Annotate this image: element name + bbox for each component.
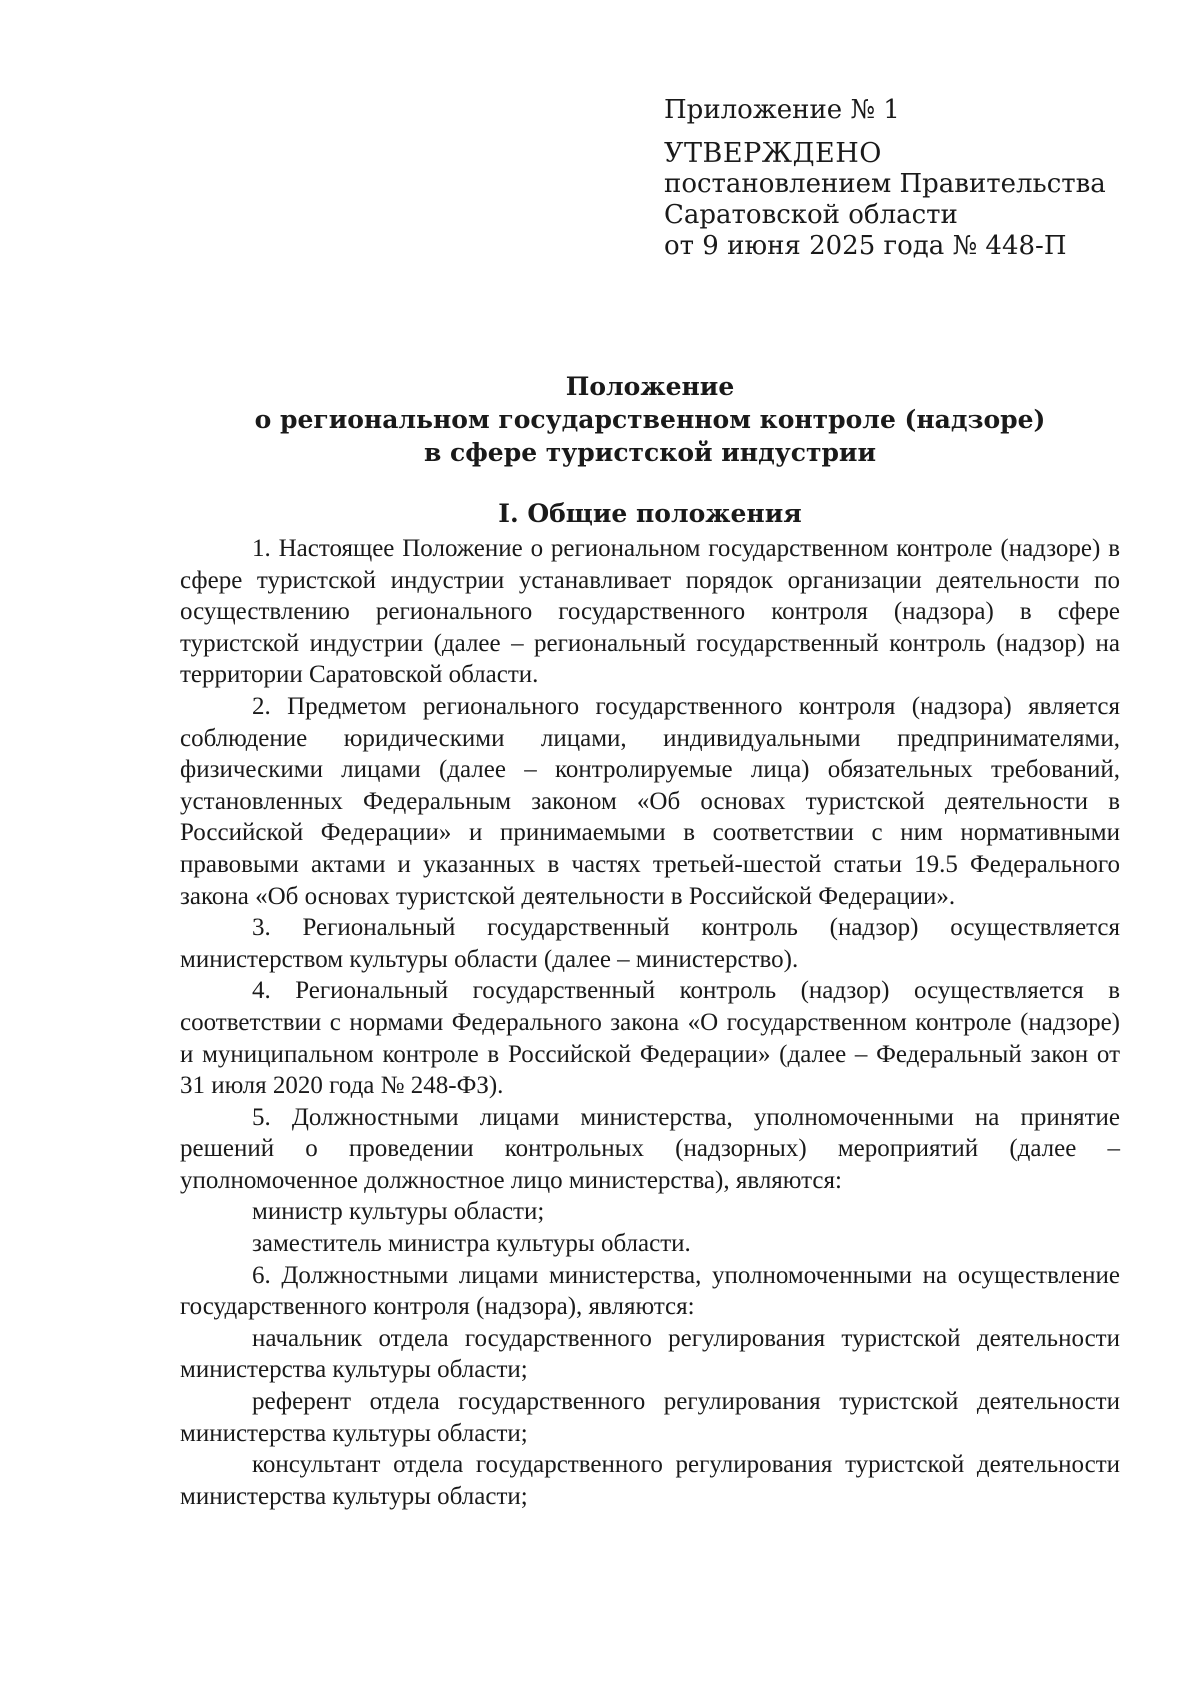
list-item-referent: референт отдела государственного регулирования туристской деятельности министерства культуры области; [180,1388,1120,1447]
document-title [180,370,1120,469]
paragraph-6: 6. Должностными лицами министерства, уполномоченными на осуществление государственного контроля (надзора), являются: [180,1261,1120,1321]
section-heading: I. Общие положения [498,499,802,528]
list-item-consultant: консультант отдела государственного регулирования туристской деятельности министерства культуры области; [180,1451,1120,1510]
document-body [180,533,1120,1512]
paragraph-2: 2. Предметом регионального государственного контроля (надзора) является соблюдение юридическими лицами, индивидуальными предпринимателями, физическими лицами (далее – контролируемые лица) обязательных требований, установленных Федеральным законом «Об основах туристской деятельности в Российской Федерации» и принимаемыми в соответствии с ним нормативными правовыми актами и указанных в частях третьей-шестой статьи 19.5 Федерального закона «Об основах туристской деятельности в Российской Федерации». [180,692,1120,910]
list-item-deputy-minister: заместитель министра культуры области. [252,1230,691,1258]
approved-label: УТВЕРЖДЕНО [664,138,882,169]
paragraph-3: 3. Региональный государственный контроль (надзор) осуществляется министерством культуры области (далее – министерство). [180,914,1120,973]
paragraph-5: 5. Должностными лицами министерства, уполномоченными на принятие решений о проведении контрольных (надзорных) мероприятий (далее – уполномоченное должностное лицо министерства), являются: [180,1103,1120,1194]
paragraph-4: 4. Региональный государственный контроль (надзор) осуществляется в соответствии с нормами Федерального закона «О государственном контроле (надзоре) и муниципальном контроле в Российской Федерации» (далее – Федеральный закон от 31 июля 2020 года № 248-ФЗ). [180,977,1120,1100]
approval-stamp-block [664,95,1144,262]
approval-line-2: Саратовской области [664,200,958,230]
list-item-minister: министр культуры области; [252,1198,545,1226]
title-line-1: Положение [565,372,735,401]
appendix-number: Приложение № 1 [664,95,900,125]
approval-line-1: постановлением Правительства [664,169,1106,199]
paragraph-1: 1. Настоящее Положение о региональном государственном контроле (надзоре) в сфере туристской индустрии устанавливает порядок организации деятельности по осуществлению регионального государственного контроля (надзора) в сфере туристской индустрии (далее – региональный государственный контроль (надзор) на территории Саратовской области. [180,535,1120,689]
title-line-2: о региональном государственном контроле (надзоре) [254,405,1046,434]
title-line-3: в сфере туристской индустрии [423,438,877,467]
list-item-head-of-department: начальник отдела государственного регулирования туристской деятельности министерства культуры области; [180,1324,1120,1384]
approval-line-3: от 9 июня 2025 года № 448-П [664,231,1067,261]
